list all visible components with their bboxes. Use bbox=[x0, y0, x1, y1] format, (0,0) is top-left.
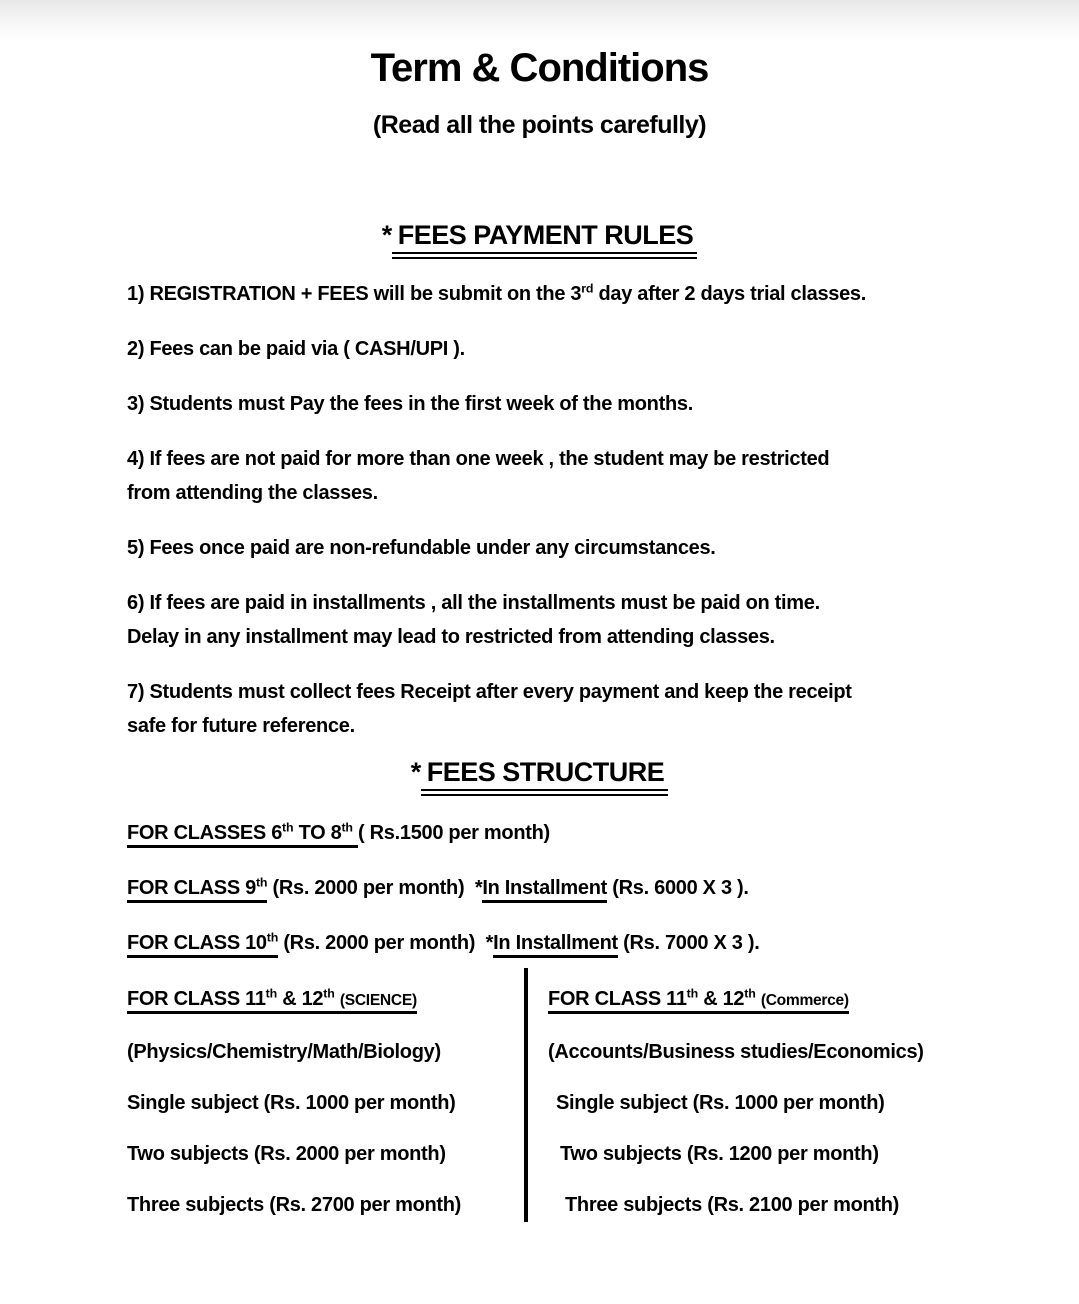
fees-structure-heading bbox=[0, 757, 1079, 788]
fees-class-9: FOR CLASS 9th (Rs. 2000 per month) *In Installment (Rs. 6000 X 3 ). bbox=[127, 871, 1019, 905]
fees-structure-heading-text: FEES STRUCTURE bbox=[421, 757, 669, 796]
science-single-subject-fee: Single subject (Rs. 1000 per month) bbox=[127, 1092, 456, 1114]
science-three-subjects-fee: Three subjects (Rs. 2700 per month) bbox=[127, 1194, 462, 1216]
class-11-12-fees-columns bbox=[127, 968, 1039, 1222]
commerce-single-subject-fee: Single subject (Rs. 1000 per month) bbox=[556, 1092, 885, 1114]
page-title: Term & Conditions bbox=[370, 46, 709, 90]
commerce-column-header: FOR CLASS 11th & 12th (Commerce) bbox=[548, 982, 1039, 1018]
fees-payment-rules-heading bbox=[0, 220, 1079, 251]
commerce-three-subjects-fee: Three subjects (Rs. 2100 per month) bbox=[565, 1194, 900, 1216]
commerce-two-subjects-fee: Two subjects (Rs. 1200 per month) bbox=[560, 1143, 879, 1165]
payment-rule-7: 7) Students must collect fees Receipt after every payment and keep the receipt safe for future reference. bbox=[127, 681, 852, 737]
payment-rules-list bbox=[0, 277, 1079, 743]
payment-rule-6: 6) If fees are paid in installments , all the installments must be paid on time. Delay in any installment may lead to restricted from attending classes. bbox=[127, 592, 820, 648]
page-subtitle: (Read all the points carefully) bbox=[372, 111, 707, 139]
science-column bbox=[127, 968, 524, 1222]
payment-rule-2: 2) Fees can be paid via ( CASH/UPI ). bbox=[127, 338, 465, 360]
commerce-subjects: (Accounts/Business studies/Economics) bbox=[548, 1041, 924, 1063]
science-subjects: (Physics/Chemistry/Math/Biology) bbox=[127, 1041, 441, 1063]
fees-classes-6-8: FOR CLASSES 6th TO 8th ( Rs.1500 per month) bbox=[127, 816, 1019, 850]
payment-rule-3: 3) Students must Pay the fees in the first week of the months. bbox=[127, 393, 693, 415]
science-two-subjects-fee: Two subjects (Rs. 2000 per month) bbox=[127, 1143, 446, 1165]
payment-rule-1: 1) REGISTRATION + FEES will be submit on the 3rd day after 2 days trial classes. bbox=[127, 281, 867, 305]
heading-star: * bbox=[410, 757, 421, 787]
commerce-column bbox=[548, 968, 1039, 1222]
heading-star: * bbox=[381, 220, 392, 250]
payment-rule-5: 5) Fees once paid are non-refundable under any circumstances. bbox=[127, 537, 716, 559]
fees-payment-rules-heading-text: FEES PAYMENT RULES bbox=[392, 220, 698, 259]
fees-class-10: FOR CLASS 10th (Rs. 2000 per month) *In Installment (Rs. 7000 X 3 ). bbox=[127, 926, 1019, 960]
payment-rule-4: 4) If fees are not paid for more than one week , the student may be restricted from attending the classes. bbox=[127, 448, 830, 504]
science-column-header: FOR CLASS 11th & 12th (SCIENCE) bbox=[127, 982, 524, 1018]
column-divider-line bbox=[524, 968, 528, 1222]
